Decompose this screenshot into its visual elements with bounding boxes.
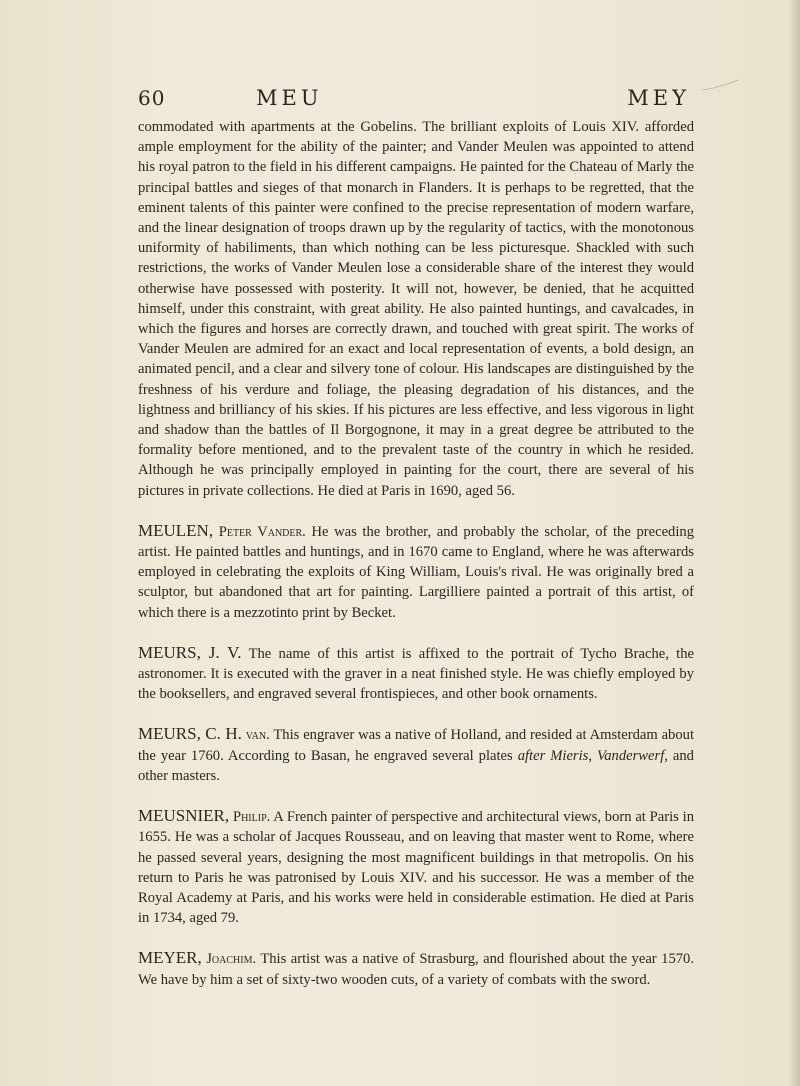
dictionary-text xyxy=(138,117,694,990)
header-right-guide-word: MEY xyxy=(627,86,690,110)
entry-body: The name of this artist is affixed to the portrait of Tycho Brache, the astronomer. It is executed with the graver in a neat finished style. He was chiefly employed by the booksellers, and engraved several frontispieces, and other book ornaments. xyxy=(138,645,695,703)
entry-meusnier xyxy=(138,806,694,928)
continued-paragraph: commodated with apartments at the Gobelins. The brilliant exploits of Louis XIV. afforded ample employment for the ability of the painter; and Vander Meulen was appointed to attend his royal patron to the field in his different campaigns. He painted for the Chateau of Marly the principal battles and sieges of that monarch in Flanders. It is perhaps to be regretted, that the eminent talents of this painter were confined to the precise representation of modern warfare, and the linear designation of troops drawn up by the regularity of tactics, with the monotonous uniformity of habiliments, than which nothing can be less picturesque. Shackled with such restrictions, the works of Vander Meulen lose a considerable share of the interest they would otherwise have possessed with posterity. It will not, however, be denied, that he acquitted himself, under this constraint, with great ability. He also painted huntings, and cavalcades, in which the figures and horses are correctly drawn, and touched with great spirit. The works of Vander Meulen are admired for an exact and local representation of events, a bold design, an animated pencil, and a clear and silvery tone of colour. His landscapes are distinguished by the freshness of his verdure and foliage, the pleasing degradation of his distances, and the lightness and brilliancy of his skies. If his pictures are less effective, and less vigorous in light and shadow than the battles of Il Borgognone, it may in a great degree be attributed to the formality before mentioned, and to the prevalent taste of the country in which he resided. Although he was principally employed in painting for the court, there are several of his pictures in private collections. He died at Paris in 1690, aged 56. xyxy=(138,119,694,499)
entry-body: He was the brother, and probably the scholar, of the preceding artist. He painted battles and huntings, and in 1670 came to England, where he was afterwards employed in celebrating the exploits of King William, Louis's rival. He was originally bred a sculptor, but abandoned that art for painting. Largilliere painted a portrait of this artist, of which there is a mezzotinto print by Becket. xyxy=(138,523,694,621)
entry-headword: MEULEN, xyxy=(138,520,214,540)
entry-given-name: Joachim. xyxy=(206,951,257,968)
entry-given-name: Peter Vander. xyxy=(218,523,306,540)
page-number: 60 xyxy=(138,86,166,110)
page-edge-shadow xyxy=(788,0,800,1086)
entry-meurs-jv xyxy=(138,643,694,705)
header-left-guide-word: MEU xyxy=(256,86,323,110)
entry-body: A French painter of perspective and architectural views, born at Paris in 1655. He was a scholar of Jacques Rousseau, and on leaving that master went to Rome, where he passed several years, designing the most magnificent buildings in that metropolis. On his return to Paris he was patronised by Louis XIV. and his successor. He was a member of the Royal Academy at Paris, and his works were held in considerable estimation. He died at Paris in 1734, aged 79. xyxy=(138,809,694,927)
entry-headword: MEUSNIER, xyxy=(138,806,230,826)
entry-headword: MEURS, J. V. xyxy=(138,642,242,662)
entry-given-name: Philip. xyxy=(232,809,271,826)
pencil-mark xyxy=(700,78,740,92)
entry-meurs-ch xyxy=(138,724,694,786)
entry-meyer xyxy=(138,948,694,989)
entry-body: This artist was a native of Strasburg, and flourished about the year 1570. We have by him a set of sixty-two wooden cuts, of a variety of combats with the sword. xyxy=(138,951,694,988)
entry-body: This engraver was a native of Holland, and resided at Amsterdam about the year 1760. According to Basan, he engraved several plates xyxy=(138,727,694,764)
entry-body-end: and other masters. xyxy=(138,747,694,784)
entry-headword: MEURS, C. H. xyxy=(138,724,242,744)
running-header xyxy=(138,86,690,116)
entry-headword: MEYER, xyxy=(138,948,202,968)
entry-given-name: van. xyxy=(245,727,270,744)
entry-italic-text: after Mieris, Vanderwerf, xyxy=(517,747,668,764)
entry-meulen-peter xyxy=(138,521,694,623)
